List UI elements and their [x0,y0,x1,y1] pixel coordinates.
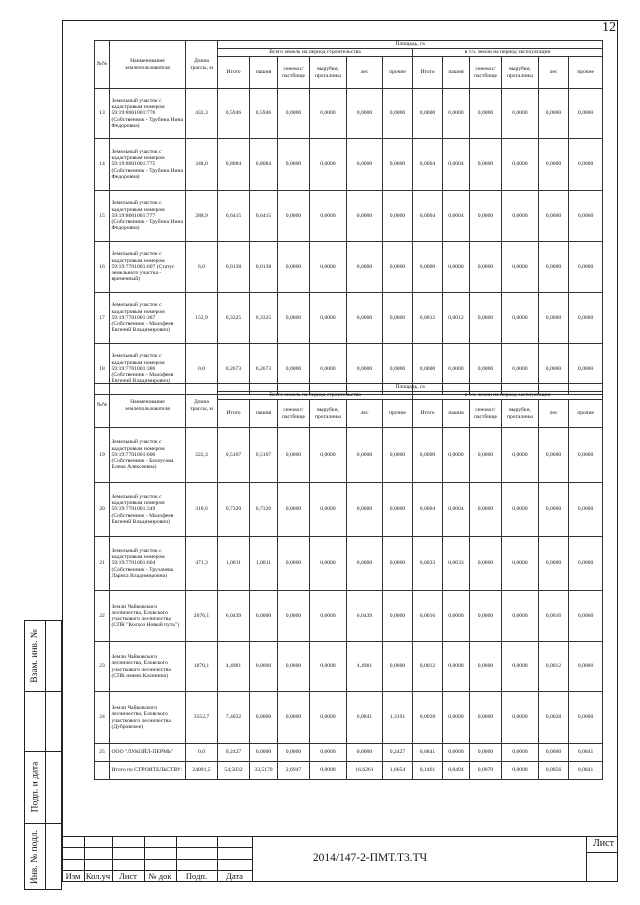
operation-value: 0,0841 [569,744,603,762]
operation-value: 0,0000 [569,537,603,591]
operation-value: 0,0000 [502,483,539,537]
operation-value: 0,0000 [569,483,603,537]
route-length: 432,3 [186,89,218,139]
operation-value: 0,0841 [569,762,603,780]
land-user-name: Земли Чайковского лесничества, Еловского участкового лесничества (Дубровское) [110,692,186,744]
construction-value: 0,0000 [278,591,310,642]
sub-hay: сенокос/ пастбище [278,57,310,89]
operation-value: 0,0012 [539,642,569,692]
sub-total: Итого [218,400,250,428]
construction-value: 0,0138 [218,242,250,293]
construction-value: 0,7320 [218,483,250,537]
construction-value: 0,0000 [347,744,383,762]
construction-value: 0,0000 [250,642,278,692]
construction-value: 0,0000 [383,642,413,692]
construction-value: 0,0000 [310,242,347,293]
row-number [95,762,110,780]
operation-value: 0,0000 [539,744,569,762]
construction-value: 0,0000 [347,139,383,191]
land-table-2 [94,383,603,780]
operation-value: 0,0000 [569,89,603,139]
construction-value: 16,6261 [347,762,383,780]
row-number: 19 [95,428,110,483]
construction-value: 0,0000 [383,344,413,395]
construction-value: 6,0439 [347,591,383,642]
table-row [95,139,603,191]
construction-value: 0,0000 [278,692,310,744]
side-label-sign: Подп. и дата [30,761,41,813]
operation-value: 0,0000 [470,483,502,537]
sub-clearing: вырубки, прогалины [502,400,539,428]
operation-value: 0,0016 [413,591,443,642]
construction-value: 0,0000 [347,428,383,483]
construction-value: 0,2673 [250,344,278,395]
operation-value: 0,0000 [539,242,569,293]
construction-value: 0,0000 [347,483,383,537]
col-operation: в т.ч. земли на период эксплуатации [413,49,603,57]
table-row [95,293,603,344]
construction-value: 0,0000 [383,428,413,483]
side-label-replace: Взам. инв. № [30,629,41,683]
side-stamp [24,620,62,890]
operation-value: 0,0012 [413,642,443,692]
sub-forest: лес [347,400,383,428]
land-user-name: Земельный участок с кадастровым номером 59:19:7701001:607 (Статус земельного участка - временный) [110,242,186,293]
operation-value: 0,0000 [539,428,569,483]
operation-value: 0,0028 [413,692,443,744]
route-length: 318,6 [186,483,218,537]
operation-value: 0,0028 [539,692,569,744]
sub-hay: сенокос/ пастбище [278,400,310,428]
col-num: №№ [95,384,110,428]
construction-value: 6,0439 [218,591,250,642]
sub-hay: сенокос/ пастбище [470,400,502,428]
construction-value: 0,0000 [310,537,347,591]
construction-value: 0,3325 [250,293,278,344]
construction-value: 0,0000 [347,242,383,293]
page-number: 12 [602,20,616,35]
stamp-kol: Кол.уч [85,871,111,881]
operation-value: 0,0000 [539,89,569,139]
operation-value: 0,0000 [470,344,502,395]
sub-total: Итого [413,400,443,428]
operation-value: 0,0000 [413,242,443,293]
land-user-name: Земельный участок с кадастровым номером 59:19:8001001:775 (Собственник - Трубина Нина Федоровна) [110,139,186,191]
route-length: 24091,5 [186,762,218,780]
table-row [95,591,603,642]
construction-value: 0,0000 [383,139,413,191]
operation-value: 0,0016 [539,591,569,642]
land-user-name: Земли Чайковского лесничества, Еловского участкового лесничества (СПК "Колхоз Новый путь") [110,591,186,642]
route-length: 1870,1 [186,642,218,692]
table-row [95,744,603,762]
operation-value: 0,0000 [502,293,539,344]
col-length: Длина трассы, м [186,384,218,428]
operation-value: 0,0000 [502,642,539,692]
sub-forest: лес [347,57,383,89]
land-user-name: Земельный участок с кадастровым номером 59:19:7701001:604 (Собственник - Трухачева Лариса Владимировна) [110,537,186,591]
operation-value: 0,0000 [539,483,569,537]
route-length: 348,0 [186,139,218,191]
construction-value: 0,0000 [310,642,347,692]
construction-value: 0,0000 [310,762,347,780]
construction-value: 0,0000 [278,744,310,762]
operation-value: 0,0000 [443,89,470,139]
sub-other: прочие [383,400,413,428]
sub-clearing: вырубки, прогалины [502,57,539,89]
construction-value: 0,0000 [347,191,383,242]
sub-forest: лес [539,400,569,428]
construction-value: 0,0000 [347,344,383,395]
col-area: Площадь, га [218,384,603,392]
land-user-name: Земельный участок с кадастровым номером 59:19:7701001:606 (Собственник - Белоусова Елена Алексеевна) [110,428,186,483]
operation-value: 0,0000 [443,591,470,642]
land-user-name: Земли Чайковского лесничества, Еловского участкового лесничества (СПК имени Калинина) [110,642,186,692]
document-code: 2014/147-2-ПМТ.Т3.ТЧ [312,852,428,864]
operation-value: 0,0494 [443,762,470,780]
operation-value: 0,0000 [443,344,470,395]
operation-value: 0,0000 [502,762,539,780]
sub-other: прочие [569,400,603,428]
table-2-body [95,428,603,780]
row-number: 14 [95,139,110,191]
operation-value: 0,0004 [413,139,443,191]
construction-value: 4,4981 [218,642,250,692]
construction-value: 0,0000 [347,89,383,139]
construction-value: 0,0000 [278,139,310,191]
construction-value: 0,0000 [383,191,413,242]
operation-value: 0,0000 [470,642,502,692]
construction-value: 0,0138 [250,242,278,293]
construction-value: 0,0000 [278,483,310,537]
route-length: 0,0 [186,344,218,395]
operation-value: 0,0000 [502,242,539,293]
construction-value: 6,0841 [347,692,383,744]
construction-value: 33,5170 [250,762,278,780]
row-number: 17 [95,293,110,344]
operation-value: 0,0000 [470,191,502,242]
construction-value: 0,0000 [310,744,347,762]
table-row [95,242,603,293]
operation-value: 0,0012 [413,293,443,344]
operation-value: 0,0000 [539,191,569,242]
construction-value: 2,6947 [278,762,310,780]
route-length: 288,9 [186,191,218,242]
col-length: Длина трассы, м [186,41,218,89]
operation-value: 0,0000 [413,428,443,483]
construction-value: 0,0000 [383,537,413,591]
construction-value: 1,0811 [250,537,278,591]
construction-value: 1,0811 [218,537,250,591]
route-length: 222,3 [186,428,218,483]
operation-value: 0,0000 [470,591,502,642]
construction-value: 0,0000 [250,744,278,762]
operation-value: 0,0000 [443,692,470,744]
col-construction: Всего земель на период строительства [218,49,413,57]
operation-value: 0,0000 [539,139,569,191]
table-row [95,642,603,692]
operation-value: 0,0056 [539,762,569,780]
construction-value: 0,0000 [310,139,347,191]
construction-value: 0,0000 [383,483,413,537]
route-length: 6,0 [186,242,218,293]
land-table-1 [94,40,603,395]
row-number: 24 [95,692,110,744]
sub-clearing: вырубки, прогалины [310,400,347,428]
construction-value: 7,4032 [218,692,250,744]
operation-value: 0,0000 [539,537,569,591]
operation-value: 0,0000 [470,692,502,744]
operation-value: 0,0000 [443,242,470,293]
construction-value: 0,0000 [278,191,310,242]
operation-value: 0,0033 [443,537,470,591]
operation-value: 0,0000 [502,591,539,642]
col-operation: в т.ч. земли на период эксплуатации [413,392,603,400]
route-length: 152,9 [186,293,218,344]
stamp-sign: Подп. [185,871,208,881]
construction-value: 0,0000 [347,293,383,344]
route-length: 3552,7 [186,692,218,744]
table-row [95,762,603,780]
operation-value: 0,0000 [502,692,539,744]
construction-value: 0,7320 [250,483,278,537]
operation-value: 0,0000 [470,744,502,762]
operation-value: 0,0000 [502,428,539,483]
construction-value: 0,0000 [278,89,310,139]
operation-value: 0,0000 [470,293,502,344]
sub-arable: пашня [443,400,470,428]
operation-value: 0,1461 [413,762,443,780]
sub-forest: лес [539,57,569,89]
construction-value: 0,0000 [278,242,310,293]
operation-value: 0,0000 [413,89,443,139]
operation-value: 0,0000 [502,139,539,191]
operation-value: 0,0004 [413,483,443,537]
operation-value: 0,0000 [569,191,603,242]
row-number: 25 [95,744,110,762]
construction-value: 0,0000 [310,344,347,395]
operation-value: 0,0000 [470,537,502,591]
sub-total: Итого [413,57,443,89]
construction-value: 0,8084 [218,139,250,191]
construction-value: 0,0000 [278,428,310,483]
operation-value: 0,0000 [569,642,603,692]
operation-value: 0,0000 [413,344,443,395]
construction-value: 0,0000 [383,293,413,344]
operation-value: 0,0004 [443,483,470,537]
table-row [95,537,603,591]
sub-other: прочие [569,57,603,89]
land-user-name: Земельный участок с кадастровым номером 59:19:7701001:349 (Собственник - Малофеев Евгений Владимирович) [110,483,186,537]
sub-arable: пашня [443,57,470,89]
construction-value: 0,5107 [250,428,278,483]
construction-value: 0,3325 [218,293,250,344]
operation-value: 0,0012 [443,293,470,344]
construction-value: 0,2673 [218,344,250,395]
sub-other: прочие [383,57,413,89]
stamp-doc: № док [148,871,172,881]
construction-value: 0,0000 [310,591,347,642]
construction-value: 0,0000 [278,537,310,591]
construction-value: 0,2427 [383,744,413,762]
table-row [95,428,603,483]
stamp-date: Дата [226,871,243,881]
col-name: Наименование землепользователя [110,41,186,89]
route-length: 2676,1 [186,591,218,642]
operation-value: 0,0841 [413,744,443,762]
table-row [95,89,603,139]
land-user-name: ООО "ЛУКОЙЛ-ПЕРМЬ" [110,744,186,762]
construction-value: 0,0000 [347,537,383,591]
construction-value: 0,0000 [250,692,278,744]
operation-value: 0,0000 [569,242,603,293]
route-length: 471,3 [186,537,218,591]
construction-value: 0,0000 [310,483,347,537]
construction-value: 0,0000 [278,293,310,344]
operation-value: 0,0004 [443,191,470,242]
stamp-list: Лист [119,871,137,881]
land-user-name: Земельный участок с кадастровым номером 59:19:8001001:777 (Собственник - Трубина Нина Федоровна) [110,191,186,242]
operation-value: 0,0000 [569,344,603,395]
operation-value: 0,0000 [443,744,470,762]
construction-value: 0,0000 [310,428,347,483]
stamp-izm: Изм [65,871,81,881]
sub-clearing: вырубки, прогалины [310,57,347,89]
land-user-name: Земельный участок с кадастровым номером 59:19:7701001:387 (Собственник - Малофеев Евгений Владимирович) [110,293,186,344]
construction-value: 0,2427 [218,744,250,762]
row-number: 15 [95,191,110,242]
construction-value: 0,0000 [383,89,413,139]
operation-value: 0,0000 [569,591,603,642]
table-1-body [95,89,603,395]
operation-value: 0,0000 [539,293,569,344]
operation-value: 0,0004 [413,191,443,242]
table-row [95,483,603,537]
col-num: №№ [95,41,110,89]
construction-value: 0,0000 [310,89,347,139]
sub-arable: пашня [250,400,278,428]
operation-value: 0,0000 [470,89,502,139]
col-construction: Всего земель на период строительства [218,392,413,400]
construction-value: 1,3191 [383,692,413,744]
operation-value: 0,0000 [470,428,502,483]
construction-value: 0,6415 [250,191,278,242]
construction-value: 54,5032 [218,762,250,780]
operation-value: 0,0000 [502,191,539,242]
construction-value: 0,8084 [250,139,278,191]
operation-value: 0,0000 [502,537,539,591]
side-label-inv: Инв. № подл. [30,829,41,885]
operation-value: 0,0000 [470,242,502,293]
route-length: 0,0 [186,744,218,762]
sheet-label: Лист [593,838,614,849]
col-name: Наименование землепользователя [110,384,186,428]
construction-value: 1,6654 [383,762,413,780]
sub-total: Итого [218,57,250,89]
operation-value: 0,0070 [470,762,502,780]
row-number: 18 [95,344,110,395]
row-number: 13 [95,89,110,139]
operation-value: 0,0000 [470,139,502,191]
operation-value: 0,0004 [443,139,470,191]
construction-value: 0,0000 [250,591,278,642]
land-user-name: Итого по СТРОИТЕЛЬСТВУ: [110,762,186,780]
row-number: 16 [95,242,110,293]
construction-value: 0,0000 [383,242,413,293]
operation-value: 0,0000 [502,744,539,762]
table-row [95,191,603,242]
construction-value: 4,4981 [347,642,383,692]
row-number: 22 [95,591,110,642]
construction-value: 0,0000 [310,191,347,242]
construction-value: 0,0000 [383,591,413,642]
row-number: 23 [95,642,110,692]
construction-value: 0,0000 [278,642,310,692]
construction-value: 0,0000 [310,293,347,344]
land-user-name: Земельный участок с кадастровым номером 59:19:8001001:776 (Собственник - Трубина Нина Федоровна) [110,89,186,139]
construction-value: 0,6415 [218,191,250,242]
sub-arable: пашня [250,57,278,89]
land-user-name: Земельный участок с кадастровым номером 59:19:7701001:386 (Собственник - Малофеев Евгений Владимирович) [110,344,186,395]
construction-value: 0,5107 [218,428,250,483]
operation-value: 0,0000 [569,139,603,191]
operation-value: 0,0000 [443,428,470,483]
construction-value: 0,5946 [250,89,278,139]
operation-value: 0,0000 [502,89,539,139]
col-area: Площадь, га [218,41,603,49]
operation-value: 0,0000 [502,344,539,395]
operation-value: 0,0033 [413,537,443,591]
operation-value: 0,0000 [569,428,603,483]
operation-value: 0,0000 [569,293,603,344]
row-number: 21 [95,537,110,591]
operation-value: 0,0000 [443,642,470,692]
table-row [95,692,603,744]
sub-hay: сенокос/ пастбище [470,57,502,89]
operation-value: 0,0000 [569,692,603,744]
operation-value: 0,0000 [539,344,569,395]
construction-value: 0,0000 [310,692,347,744]
construction-value: 0,0000 [278,344,310,395]
row-number: 20 [95,483,110,537]
construction-value: 0,5946 [218,89,250,139]
